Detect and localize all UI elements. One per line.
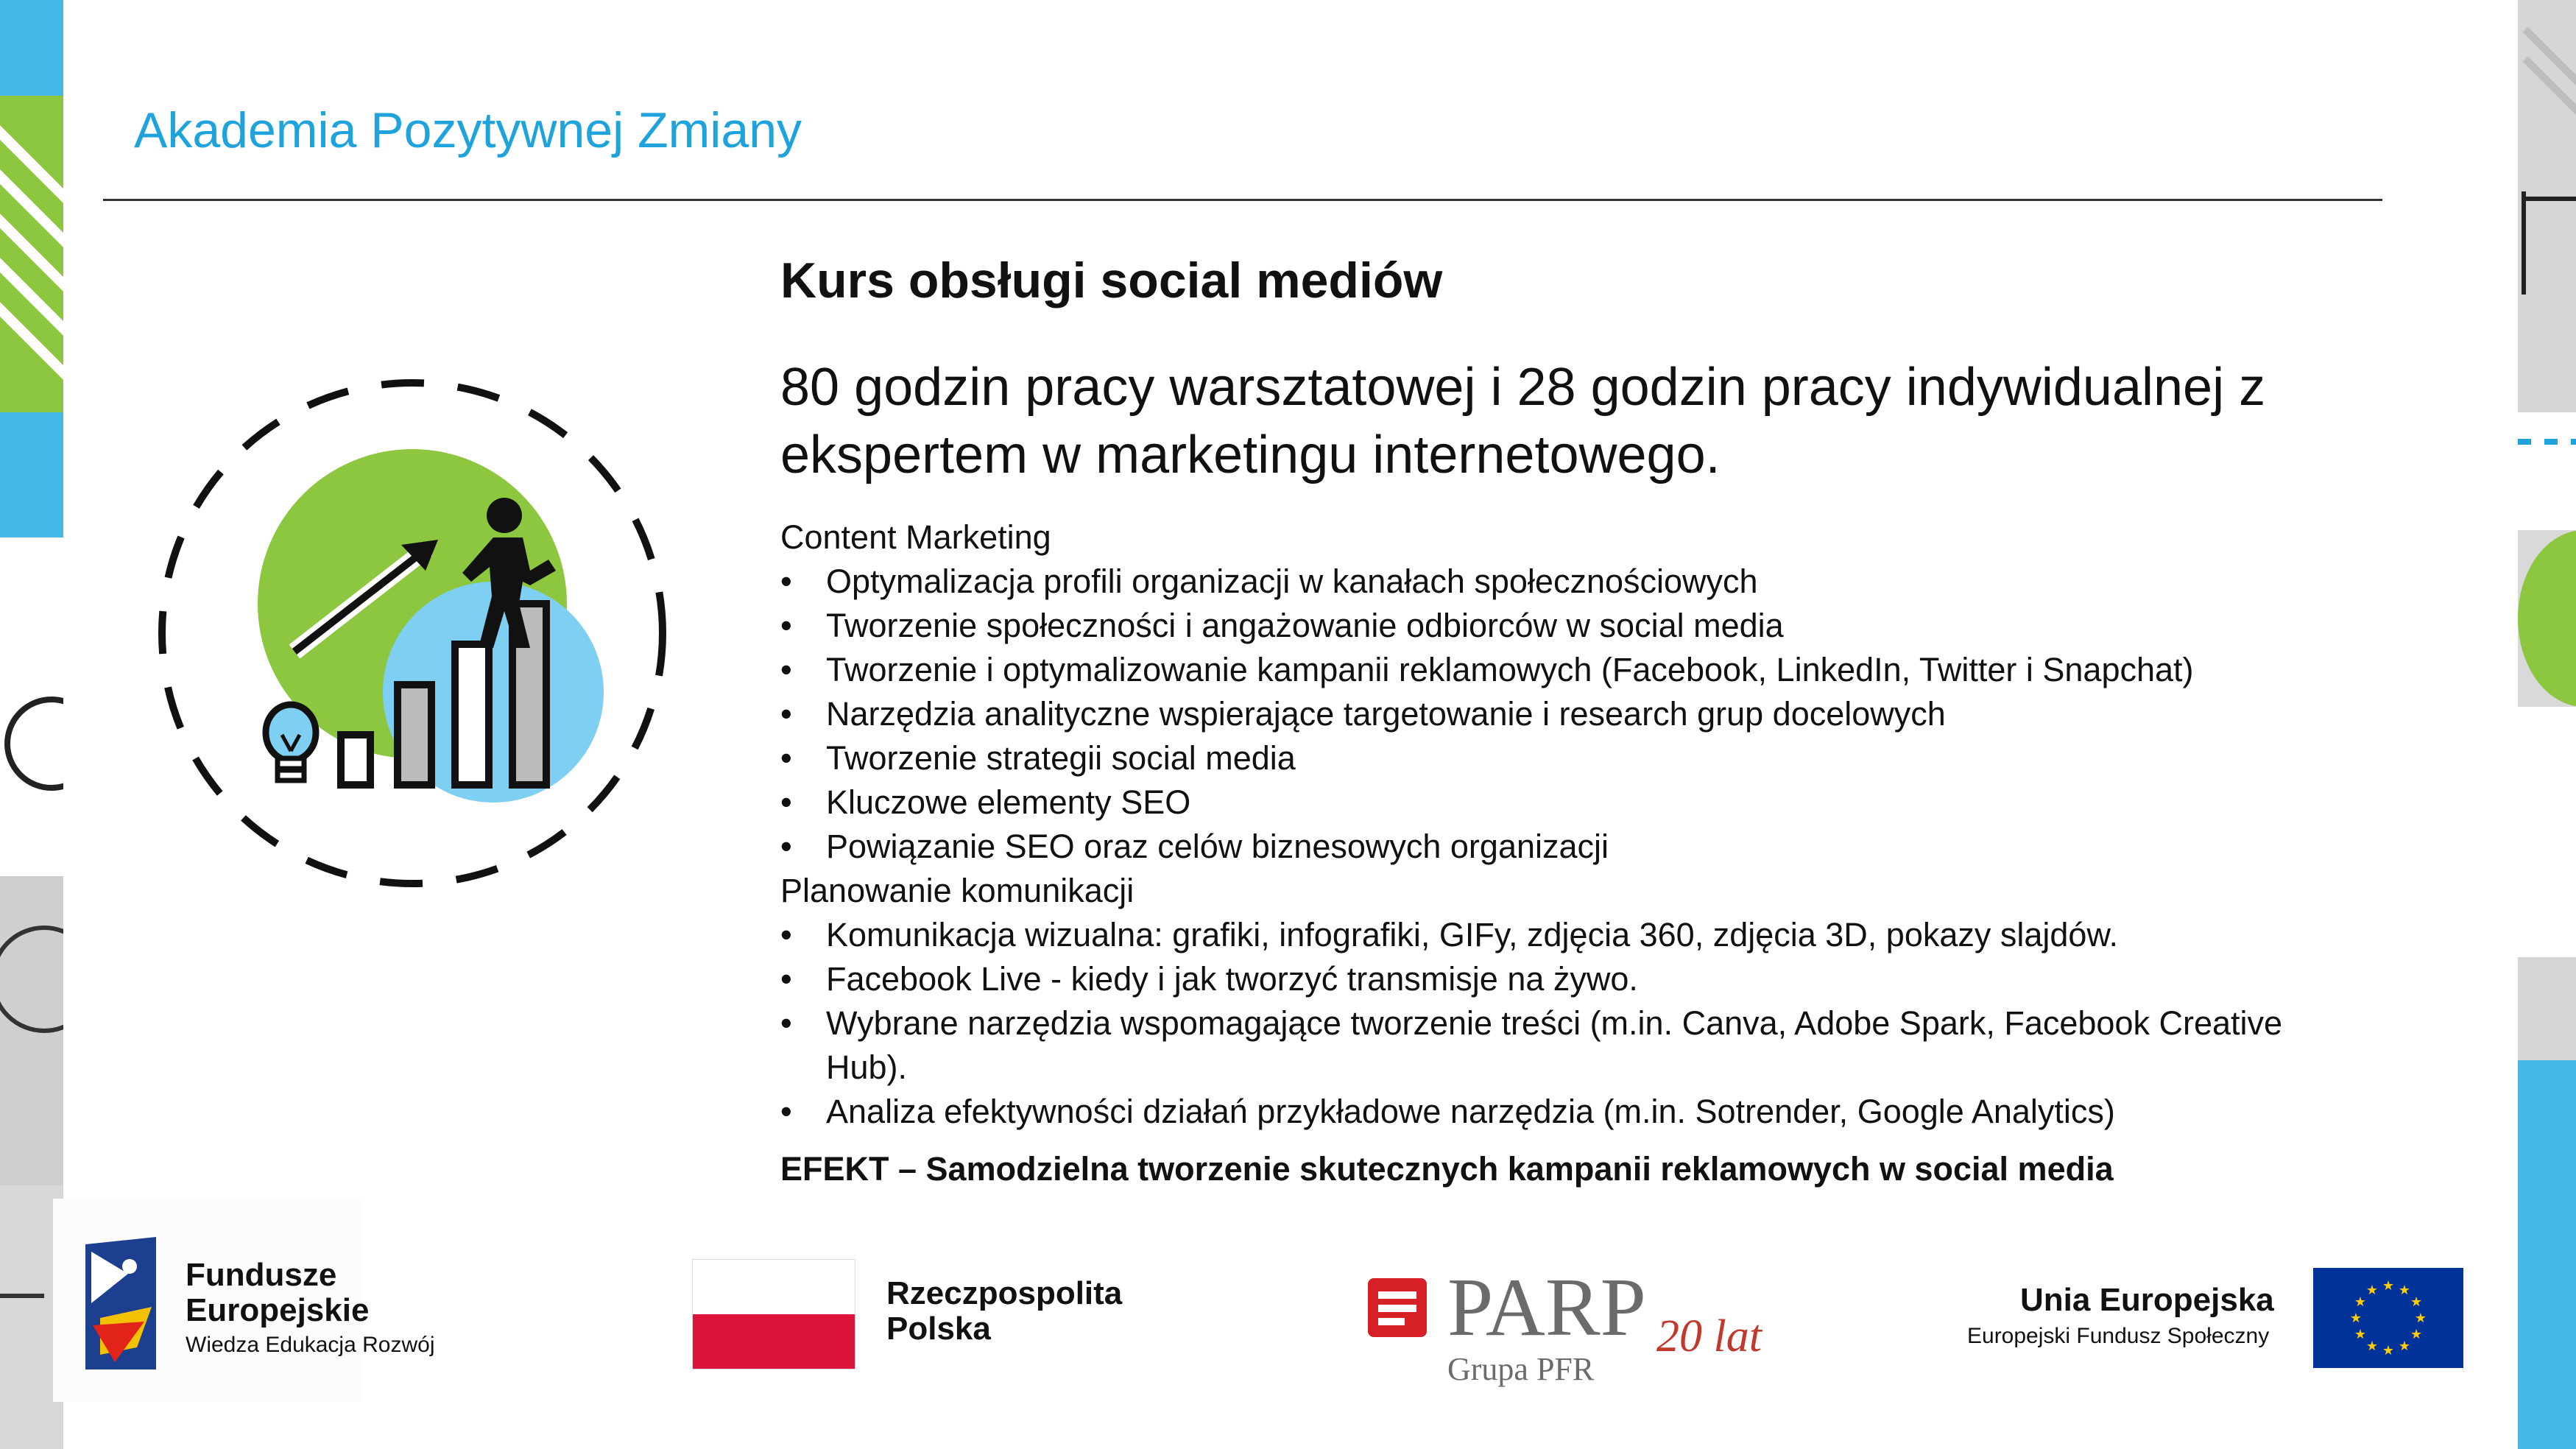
eu-star-icon: ★	[2410, 1327, 2423, 1342]
bullet-icon: •	[780, 739, 792, 777]
effect-summary: EFEKT – Samodzielna tworzenie skutecznych kampanii reklamowych w social media	[780, 1150, 2114, 1188]
list-item	[780, 692, 2356, 736]
list-item-text: Tworzenie i optymalizowanie kampanii reklamowych (Facebook, LinkedIn, Twitter i Snapchat)	[826, 651, 2194, 688]
list-item-text: Powiązanie SEO oraz celów biznesowych organizacji	[826, 828, 1609, 865]
course-title: Kurs obsługi social mediów	[780, 253, 1443, 309]
eu-star-icon: ★	[2410, 1294, 2423, 1310]
parp-anniversary: 20 lat	[1656, 1311, 1762, 1361]
bullet-icon: •	[780, 960, 792, 998]
section-communication-planning	[780, 869, 2356, 1134]
bullet-icon: •	[780, 1004, 792, 1042]
bullet-icon: •	[780, 916, 792, 953]
list-item	[780, 1001, 2356, 1090]
bullet-icon: •	[780, 828, 792, 865]
eu-star-icon: ★	[2365, 1282, 2379, 1298]
list-item	[780, 1090, 2356, 1134]
list-item-text: Kluczowe elementy SEO	[826, 783, 1191, 821]
bullet-icon: •	[780, 695, 792, 733]
eu-star-icon: ★	[2414, 1311, 2427, 1326]
list-item-text: Optymalizacja profili organizacji w kanałach społecznościowych	[826, 563, 1758, 600]
growth-chart-icon	[147, 361, 677, 906]
growth-illustration	[147, 361, 677, 906]
course-hours-description: 80 godzin pracy warsztatowej i 28 godzin pracy indywidualnej z ekspertem w marketingu internetowego.	[780, 358, 2266, 484]
topic-list	[780, 913, 2356, 1134]
rp-line2: Polska	[886, 1311, 991, 1347]
list-item	[780, 780, 2356, 825]
list-item	[780, 957, 2356, 1001]
right-decoration-graphic	[2518, 0, 2576, 1449]
rp-line1: Rzeczpospolita	[886, 1275, 1123, 1311]
fundusze-europejskie-emblem-icon	[85, 1237, 159, 1369]
bullet-icon: •	[780, 1093, 792, 1130]
list-item	[780, 604, 2356, 648]
eu-star-icon: ★	[2382, 1278, 2395, 1294]
list-item	[780, 736, 2356, 780]
bullet-icon: •	[780, 783, 792, 821]
list-item-text: Komunikacja wizualna: grafiki, infografiki, GIFy, zdjęcia 360, zdjęcia 3D, pokazy slajdów.	[826, 916, 2118, 953]
list-item-text: Tworzenie społeczności i angażowanie odbiorców w social media	[826, 607, 1784, 644]
fe-subtitle: Wiedza Edukacja Rozwój	[186, 1333, 435, 1357]
bullet-icon: •	[780, 651, 792, 688]
list-item	[780, 913, 2356, 957]
list-item-text: Wybrane narzędzia wspomagające tworzenie treści (m.in. Canva, Adobe Spark, Facebook Creative Hub).	[826, 1004, 2283, 1086]
list-item-text: Tworzenie strategii social media	[826, 739, 1296, 777]
list-item-text: Narzędzia analityczne wspierające targetowanie i research grup docelowych	[826, 695, 1946, 733]
course-content	[780, 515, 2356, 1191]
list-item-text: Facebook Live - kiedy i jak tworzyć transmisje na żywo.	[826, 960, 1638, 998]
eu-star-icon: ★	[2398, 1282, 2411, 1298]
list-item-text: Analiza efektywności działań przykładowe narzędzia (m.in. Sotrender, Google Analytics)	[826, 1093, 2115, 1130]
bullet-icon: •	[780, 607, 792, 644]
header-divider	[103, 199, 2382, 201]
section-content-marketing	[780, 515, 2356, 869]
fe-line1: Fundusze	[186, 1257, 337, 1293]
polish-flag-icon	[692, 1259, 855, 1369]
list-item	[780, 648, 2356, 692]
footer-logos	[0, 1193, 2518, 1414]
eu-star-icon: ★	[2382, 1343, 2395, 1358]
right-decorative-strip	[2518, 0, 2576, 1449]
parp-emblem-icon	[1368, 1278, 1427, 1337]
list-item	[780, 560, 2356, 604]
page-title: Akademia Pozytywnej Zmiany	[134, 102, 802, 158]
eu-star-icon: ★	[2349, 1311, 2362, 1326]
fundusze-europejskie-logo	[53, 1199, 435, 1402]
topic-list	[780, 560, 2356, 869]
ue-title: Unia Europejska	[2020, 1282, 2274, 1318]
eu-flag-icon	[2313, 1268, 2463, 1368]
section-heading: Content Marketing	[780, 518, 1051, 556]
eu-star-icon: ★	[2354, 1327, 2366, 1342]
bullet-icon: •	[780, 563, 792, 600]
parp-name: PARP	[1447, 1262, 1646, 1353]
ue-subtitle: Europejski Fundusz Społeczny	[1967, 1324, 2270, 1348]
eu-star-icon: ★	[2398, 1339, 2411, 1355]
list-item	[780, 825, 2356, 869]
eu-star-icon: ★	[2365, 1339, 2379, 1355]
section-heading: Planowanie komunikacji	[780, 872, 1135, 909]
parp-subtitle: Grupa PFR	[1447, 1351, 1595, 1387]
fe-line2: Europejskie	[186, 1292, 370, 1328]
eu-star-icon: ★	[2354, 1294, 2366, 1310]
